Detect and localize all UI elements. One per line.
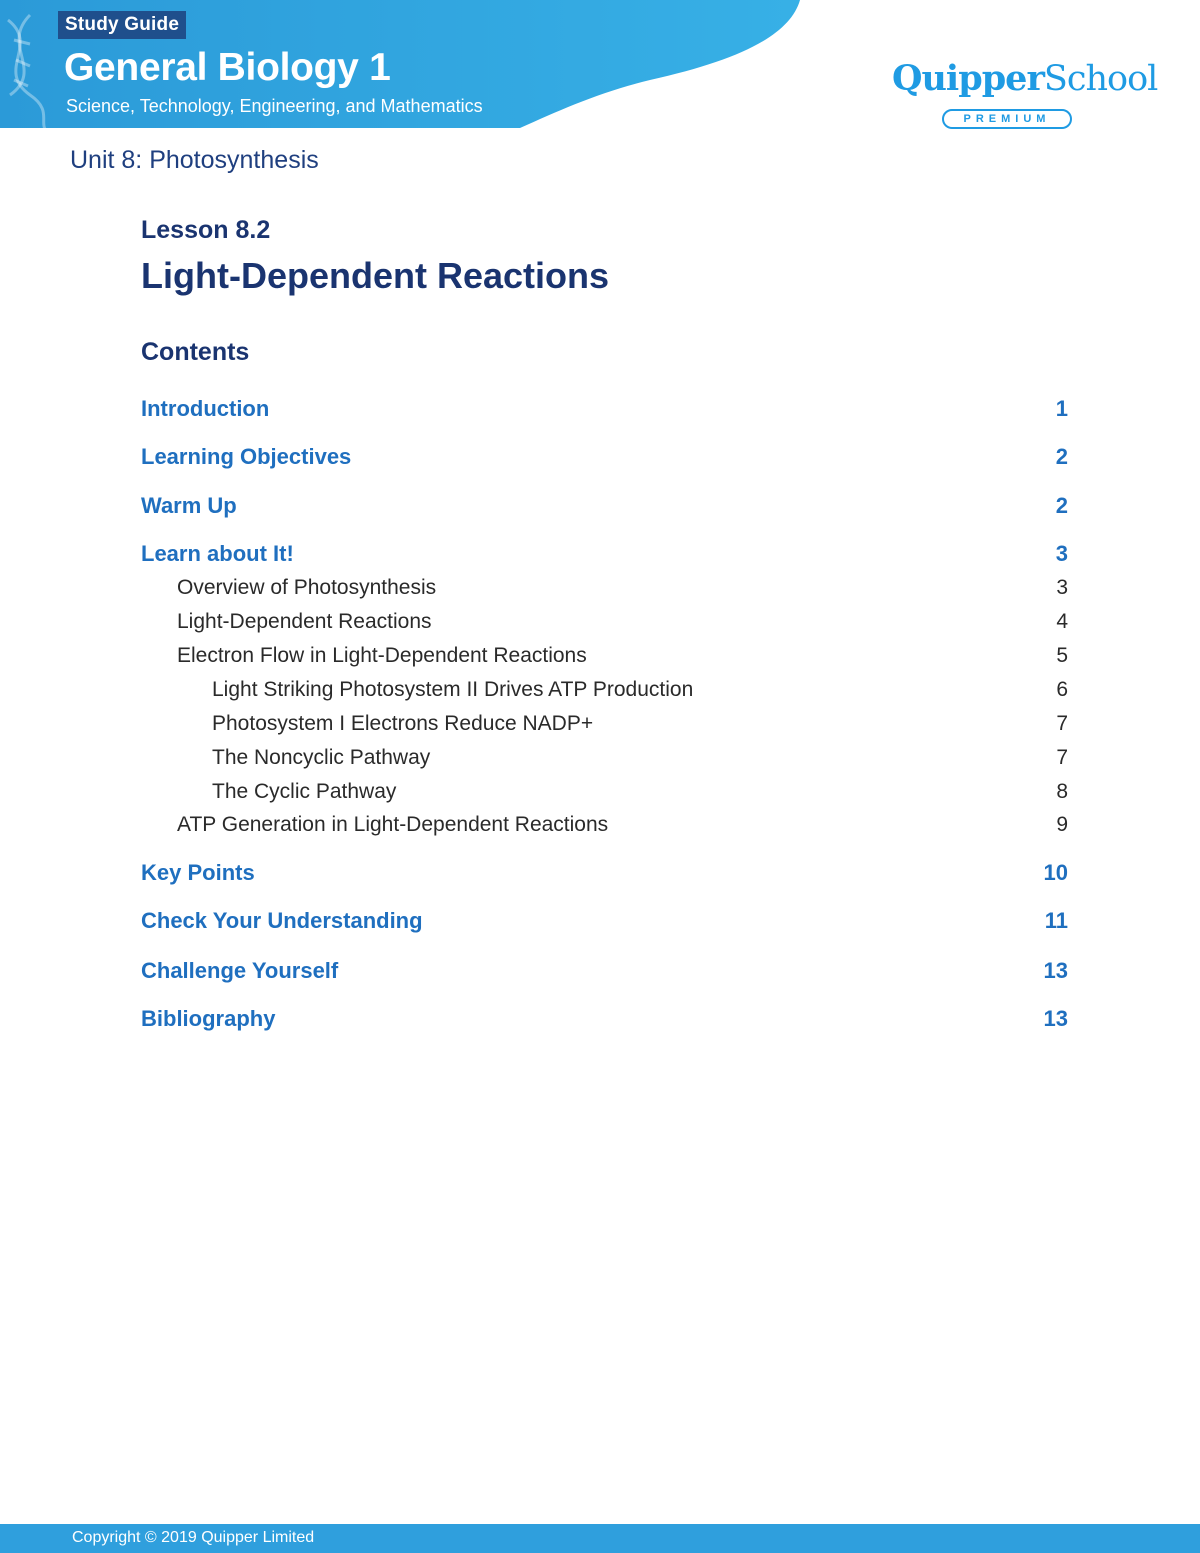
contents-heading: Contents [141, 338, 250, 366]
course-subtitle: Science, Technology, Engineering, and Mathematics [66, 96, 483, 116]
toc-entry[interactable] [0, 541, 1200, 571]
quipper-school-logo [892, 58, 1158, 138]
toc-entry-page[interactable]: 2 [1055, 444, 1068, 469]
toc-subentry[interactable] [0, 813, 1200, 843]
toc-entry-page[interactable]: 2 [1055, 493, 1068, 518]
toc-subsubentry[interactable] [0, 746, 1200, 776]
logo-name-quipper: Quipper [892, 58, 1044, 99]
study-guide-tag: Study Guide [58, 11, 186, 39]
toc-entry-label[interactable]: Overview of Photosynthesis [177, 576, 437, 599]
footer-bar [0, 1524, 1200, 1553]
toc-entry-label[interactable]: Learning Objectives [141, 444, 352, 469]
lesson-number: Lesson 8.2 [141, 216, 271, 244]
toc-subentry[interactable] [0, 644, 1200, 674]
toc-entry-label[interactable]: Key Points [141, 860, 255, 885]
toc-entry-page[interactable]: 7 [1056, 746, 1068, 769]
toc-subsubentry[interactable] [0, 678, 1200, 708]
toc-entry-label[interactable]: Learn about It! [141, 541, 294, 566]
toc-entry-label[interactable]: Electron Flow in Light-Dependent Reactions [177, 644, 587, 667]
copyright-text: Copyright © 2019 Quipper Limited [72, 1529, 315, 1546]
toc-entry-label[interactable]: Introduction [141, 396, 270, 421]
toc-entry-page[interactable]: 11 [1044, 908, 1068, 933]
toc-subentry[interactable] [0, 610, 1200, 640]
toc-entry[interactable] [0, 493, 1200, 523]
toc-entry-page[interactable]: 9 [1056, 813, 1068, 836]
toc-entry-page[interactable]: 13 [1043, 1006, 1068, 1031]
logo-wordmark [892, 58, 1157, 99]
logo-name-school: School [1043, 59, 1158, 99]
toc-entry-page[interactable]: 1 [1055, 396, 1068, 421]
toc-entry[interactable] [0, 860, 1200, 890]
toc-entry-page[interactable]: 6 [1056, 678, 1068, 701]
toc-entry[interactable] [0, 908, 1200, 938]
toc-entry-label[interactable]: Check Your Understanding [141, 908, 423, 933]
toc-entry-page[interactable]: 8 [1056, 780, 1068, 803]
toc-entry-page[interactable]: 7 [1056, 712, 1068, 735]
toc-entry[interactable] [0, 444, 1200, 474]
toc-entry[interactable] [0, 1006, 1200, 1036]
toc-entry-label[interactable]: Warm Up [141, 493, 237, 518]
toc-entry-label[interactable]: The Noncyclic Pathway [212, 746, 431, 769]
toc-entry-page[interactable]: 3 [1056, 576, 1068, 599]
toc-entry-page[interactable]: 13 [1043, 958, 1068, 983]
toc-entry-label[interactable]: Light Striking Photosystem II Drives ATP Production [212, 678, 694, 701]
toc-entry-page[interactable]: 4 [1056, 610, 1068, 633]
toc-entry[interactable] [0, 958, 1200, 988]
toc-entry-label[interactable]: Light-Dependent Reactions [177, 610, 432, 633]
toc-subsubentry[interactable] [0, 780, 1200, 810]
lesson-title: Light-Dependent Reactions [141, 255, 610, 296]
toc-entry-label[interactable]: The Cyclic Pathway [212, 780, 397, 803]
toc-entry-label[interactable]: Photosystem I Electrons Reduce NADP+ [212, 712, 594, 735]
toc-subsubentry[interactable] [0, 712, 1200, 742]
toc-entry-page[interactable]: 5 [1056, 644, 1068, 667]
toc-entry-page[interactable]: 10 [1043, 860, 1068, 885]
premium-badge: PREMIUM [942, 109, 1072, 129]
course-title: General Biology 1 [64, 46, 391, 89]
toc-entry[interactable] [0, 396, 1200, 426]
toc-subentry[interactable] [0, 576, 1200, 606]
header-banner [0, 0, 820, 135]
toc-entry-label[interactable]: Challenge Yourself [141, 958, 339, 983]
unit-title: Unit 8: Photosynthesis [70, 146, 319, 174]
toc-entry-label[interactable]: ATP Generation in Light-Dependent Reactions [177, 813, 609, 836]
toc-entry-page[interactable]: 3 [1055, 541, 1068, 566]
toc-entry-label[interactable]: Bibliography [141, 1006, 276, 1031]
